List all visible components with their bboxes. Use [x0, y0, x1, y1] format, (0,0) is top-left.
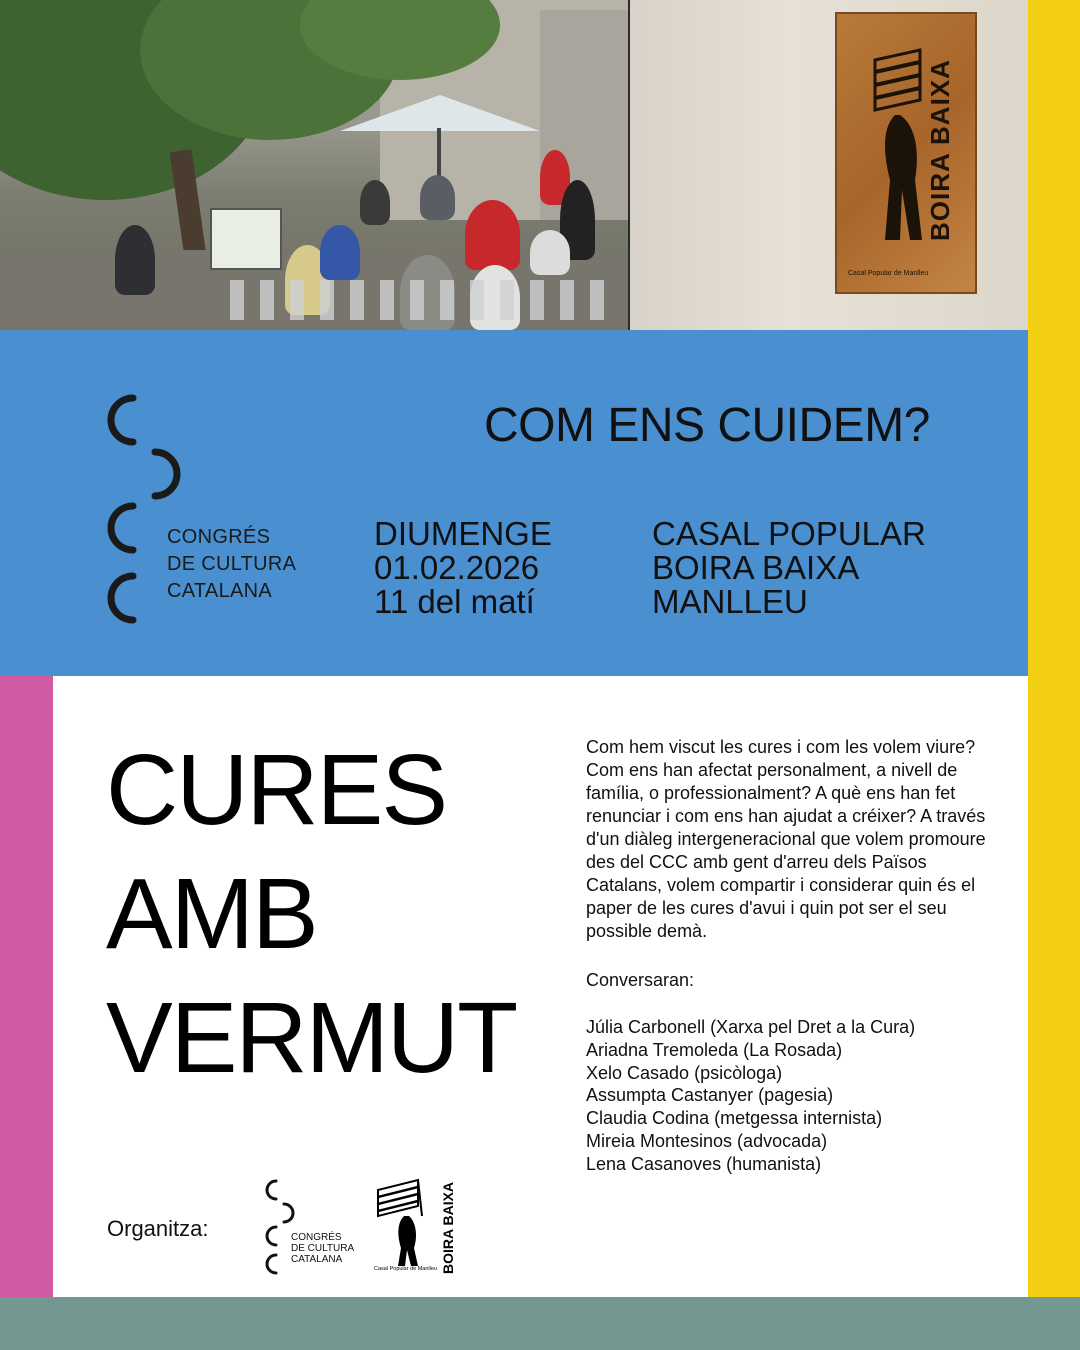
date-value: 01.02.2026: [374, 549, 540, 586]
person: [360, 180, 390, 225]
organizer-label: Organitza:: [107, 1216, 209, 1241]
speaker-item: Júlia Carbonell (Xarxa pel Dret a la Cura): [586, 1017, 916, 1037]
speaker-item: Assumpta Castanyer (pagesia): [586, 1085, 834, 1106]
speakers-list: [586, 1016, 915, 1176]
title-line: VERMUT: [106, 982, 517, 1094]
event-question-heading: COM ENS CUIDEM?: [484, 399, 930, 452]
title-line: CURES: [106, 734, 447, 846]
logo-wordmark: [167, 524, 296, 605]
speakers-label: Conversaran:: [586, 970, 695, 990]
title-line: AMB: [106, 858, 317, 970]
notice-board: [210, 208, 282, 270]
person: [320, 225, 360, 280]
venue-line: CASAL POPULAR: [652, 515, 926, 552]
speaker-item: Mireia Montesinos (advocada): [586, 1130, 828, 1151]
person: [420, 175, 455, 220]
speaker-item: Xelo Casado (psicòloga): [586, 1062, 783, 1083]
org1-line: DE CULTURA: [291, 1243, 355, 1254]
person: [115, 225, 155, 295]
flag-figure-icon: [870, 40, 930, 250]
chairs: [230, 280, 610, 320]
event-title: [106, 728, 516, 1100]
logo-line: CATALANA: [167, 580, 273, 602]
venue-line: BOIRA BAIXA: [652, 549, 860, 586]
speaker-item: Ariadna Tremoleda (La Rosada): [586, 1039, 843, 1060]
date-day: DIUMENGE: [374, 515, 552, 552]
event-description: Com hem viscut les cures i com les volem viure? Com ens han afectat personalment, a nivell de família, o professionalment? A què ens han fet renunciar i com ens han ajudat a créixer? A través d'un diàleg intergeneracional que volem promoure des del CCC amb gent d'arreu dels Països Catalans, volem compartir i considerar quin és el paper de les cures d'avui i quin pot ser el seu possible demà.: [586, 737, 986, 941]
header-photo: [0, 0, 1028, 330]
event-date: [374, 517, 552, 619]
org2-name: BOIRA BAIXA: [440, 1181, 456, 1275]
logo-line: DE CULTURA: [167, 553, 297, 575]
speaker-item: Claudia Codina (metgessa internista): [586, 1108, 883, 1129]
yellow-side-bar: [1028, 0, 1080, 1297]
logo-line: CONGRÉS: [167, 526, 271, 548]
bottom-strip: [0, 1297, 1080, 1350]
person: [465, 200, 520, 270]
speaker-item: Lena Casanoves (humanista): [586, 1153, 822, 1174]
org1-wordmark: [291, 1232, 354, 1265]
sign-name: BOIRA BAIXA: [925, 59, 955, 241]
courtyard-scene: [0, 0, 630, 330]
org1-line: CONGRÉS: [291, 1232, 342, 1243]
event-venue: [652, 517, 926, 619]
person: [530, 230, 570, 275]
sign-subtitle: Casal Popular de Manlleu: [848, 270, 929, 277]
org1-line: CATALANA: [291, 1254, 343, 1265]
venue-line: MANLLEU: [652, 583, 808, 620]
org2-subtitle: Casal Popular de Manlleu: [374, 1266, 437, 1272]
date-time: 11 del matí: [374, 583, 535, 620]
pink-side-bar: [0, 676, 53, 1297]
